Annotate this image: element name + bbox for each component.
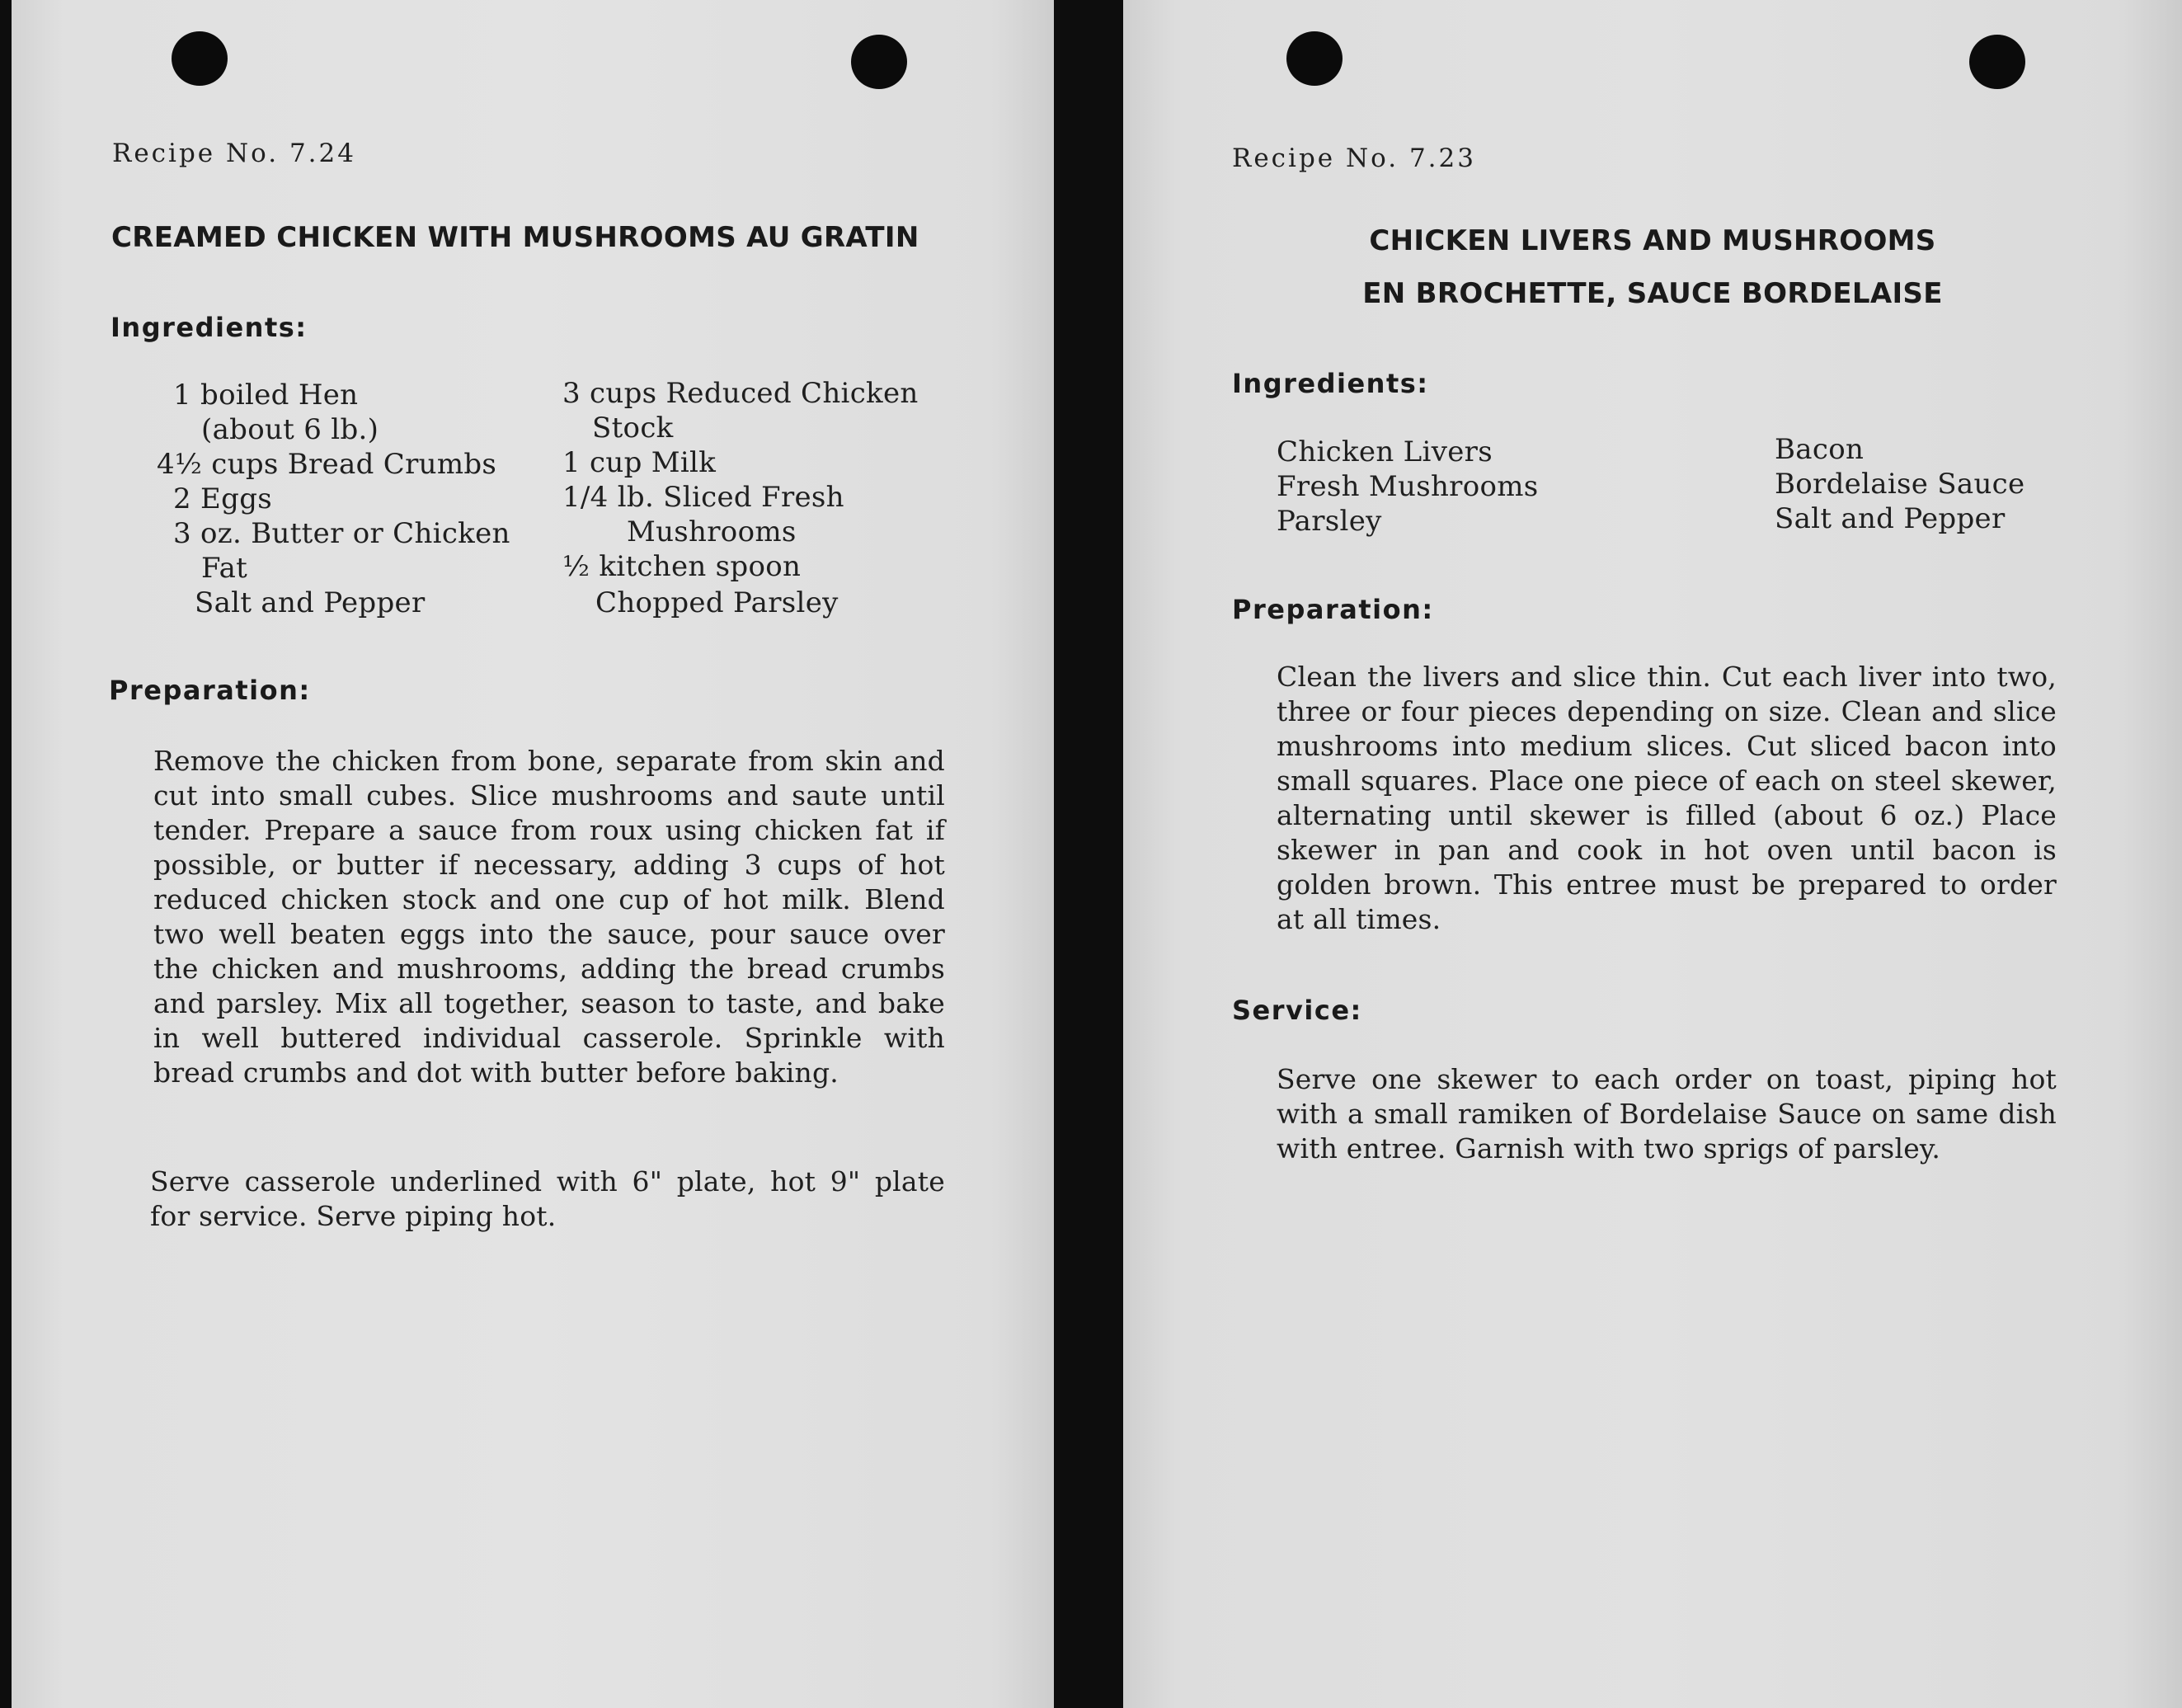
ingredient-line: 3 cups Reduced Chicken (562, 377, 919, 410)
service-heading: Service: (1232, 995, 1362, 1026)
ingredient-line: 2 Eggs (173, 482, 273, 515)
ingredient-line: 1 boiled Hen (173, 379, 359, 412)
ingredient-line: Salt and Pepper (1775, 502, 2006, 535)
ingredient-line: Mushrooms (627, 515, 797, 548)
punch-hole-right (851, 35, 907, 89)
service-text: Serve casserole underlined with 6" plate, hot 9" plate for service. Serve piping hot. (150, 1165, 945, 1232)
ingredient-line: ½ kitchen spoon (562, 550, 802, 583)
ingredient-line: Salt and Pepper (195, 586, 426, 619)
ingredient-line: Chicken Livers (1277, 435, 1493, 468)
ingredient-line: 1/4 lb. Sliced Fresh (562, 481, 844, 514)
recipe-title: CREAMED CHICKEN WITH MUSHROOMS AU GRATIN (111, 221, 919, 254)
ingredient-line: Chopped Parsley (595, 586, 839, 619)
punch-hole-left (1286, 31, 1343, 86)
preparation-text: Clean the livers and slice thin. Cut each liver into two, three or four pieces depending on size. Clean and slice mushrooms into medium slices. Cut sliced bacon into small squares. Place one piece of each on steel skewer, alternating until skewer is filled (about 6 oz.) Place skewer in pan and cook in hot oven until bacon is golden brown. This entree must be prepared to order at all times. (1277, 661, 2057, 935)
ingredients-heading: Ingredients: (111, 312, 308, 343)
ingredient-line: Fat (201, 552, 248, 585)
ingredient-line: Stock (592, 412, 674, 445)
recipe-card-7-24 (12, 0, 1054, 1708)
preparation-heading: Preparation: (109, 675, 311, 706)
punch-hole-left (172, 31, 228, 86)
ingredient-line: Bacon (1775, 433, 1865, 466)
ingredient-line: 3 oz. Butter or Chicken (173, 517, 510, 550)
ingredient-line: (about 6 lb.) (201, 413, 379, 446)
preparation-heading: Preparation: (1232, 594, 1434, 625)
recipe-title-line-1: CHICKEN LIVERS AND MUSHROOMS (1369, 224, 1936, 257)
ingredient-line: Fresh Mushrooms (1277, 470, 1539, 503)
recipe-title-line-2: EN BROCHETTE, SAUCE BORDELAISE (1362, 277, 1943, 310)
punch-hole-right (1969, 35, 2025, 89)
recipe-card-7-23 (1123, 0, 2182, 1708)
ingredient-line: 4½ cups Bread Crumbs (157, 448, 497, 481)
ingredient-line: 1 cup Milk (562, 446, 717, 479)
recipe-number: Recipe No. 7.24 (112, 139, 356, 168)
service-text: Serve one skewer to each order on toast, piping hot with a small ramiken of Bordelaise Sauce on same dish with entree. Garnish with two sprigs of parsley. (1277, 1063, 2057, 1165)
preparation-text: Remove the chicken from bone, separate from skin and cut into small cubes. Slice mushrooms and saute until tender. Prepare a sauce from roux using chicken fat if possible, or butter if necessary, adding 3 cups of hot reduced chicken stock and one cup of hot milk. Blend two well beaten eggs into the sauce, pour sauce over the chicken and mushrooms, adding the bread crumbs and parsley. Mix all together, season to taste, and bake in well buttered individual casserole. Sprinkle with bread crumbs and dot with butter before baking. (153, 745, 945, 1089)
ingredient-line: Bordelaise Sauce (1775, 468, 2025, 501)
recipe-number: Recipe No. 7.23 (1232, 144, 1476, 173)
ingredients-heading: Ingredients: (1232, 368, 1429, 399)
ingredient-line: Parsley (1277, 505, 1382, 538)
